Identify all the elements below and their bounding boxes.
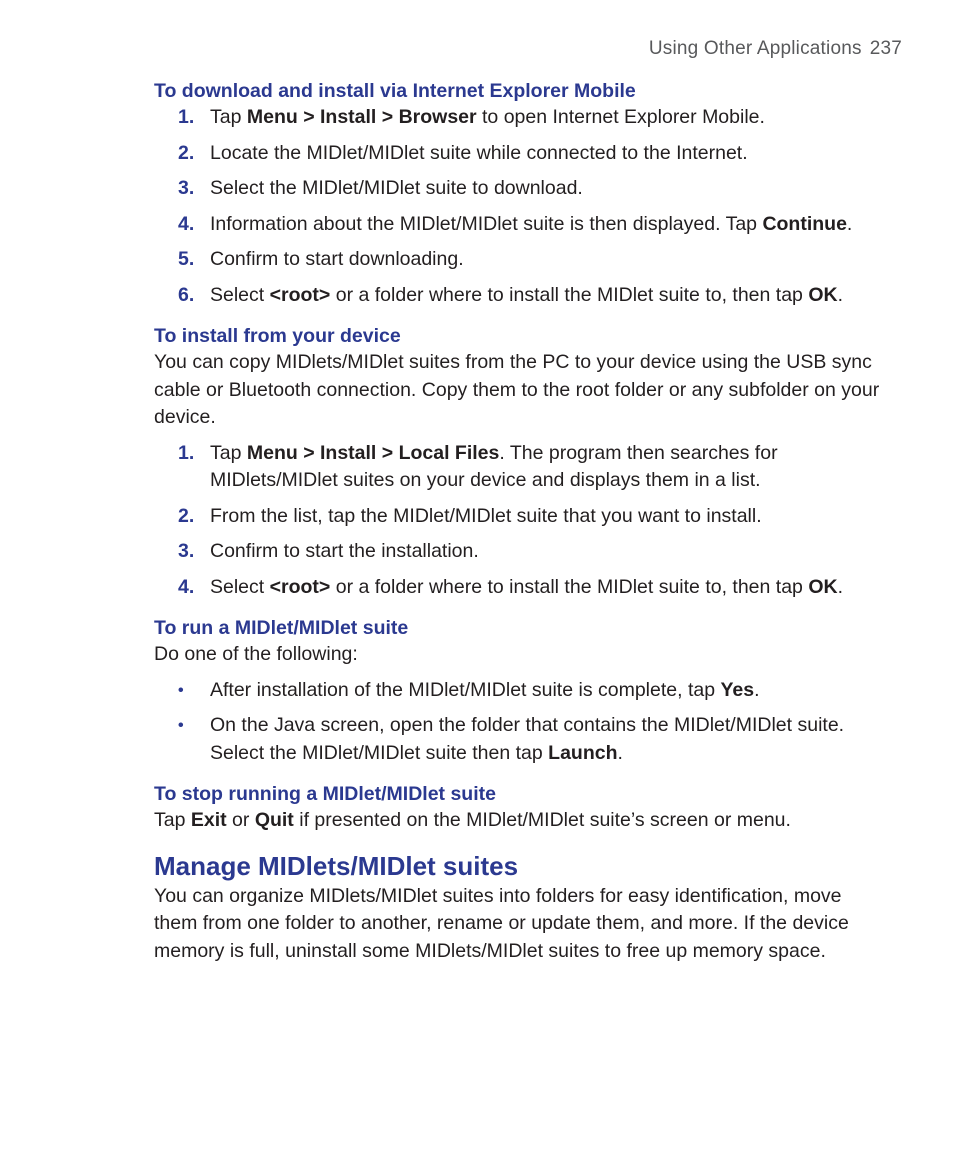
step-bold-text: Menu > Install > Browser (246, 106, 477, 128)
step-bold-text: Continue (762, 212, 847, 235)
step-text: . (846, 212, 853, 235)
step-number: 6. (178, 283, 195, 306)
section-title-manage: Manage MIDlets/MIDlet suites (154, 850, 519, 881)
steps-device-install (154, 440, 884, 602)
running-header (649, 38, 902, 60)
step-item (154, 574, 884, 602)
stop-text: or (226, 809, 255, 831)
step-number: 1. (178, 441, 195, 464)
step-bold-text: Menu > Install > Local Files (246, 441, 500, 464)
step-number: 3. (178, 177, 195, 199)
step-item (154, 211, 884, 239)
step-text: . The program then searches for MIDlets/MIDlet suites on your device and displays them in a list. (210, 441, 778, 491)
step-bold-text: OK (808, 575, 838, 598)
step-text: Information about the MIDlet/MIDlet suite is then displayed. Tap (210, 212, 763, 235)
step-text: to open Internet Explorer Mobile. (476, 106, 765, 128)
step-text: From the list, tap the MIDlet/MIDlet suite that you want to install. (210, 504, 762, 527)
bullet-bold-text: Yes (720, 678, 755, 701)
stop-text: if presented on the MIDlet/MIDlet suite’s screen or menu. (293, 809, 791, 831)
step-bold-text: OK (808, 283, 838, 306)
step-text: Select (210, 283, 270, 306)
step-number: 1. (178, 106, 195, 128)
bullet-item (154, 712, 884, 767)
bullet-text: On the Java screen, open the folder that contains the MIDlet/MIDlet suite. Select the MIDlet/MIDlet suite then tap (210, 714, 845, 764)
run-bullets (154, 677, 884, 768)
bullet-bold-text: Launch (548, 741, 618, 764)
step-item (154, 104, 884, 132)
step-text: Tap (210, 441, 247, 464)
step-number: 4. (178, 212, 195, 235)
step-bold-text: <root> (269, 575, 331, 598)
step-item (154, 140, 884, 168)
step-text: Confirm to start the installation. (210, 540, 479, 562)
step-number: 4. (178, 575, 195, 598)
step-number: 2. (178, 504, 195, 527)
bullet-item (154, 677, 884, 705)
step-text: . (837, 575, 843, 598)
step-text: Locate the MIDlet/MIDlet suite while connected to the Internet. (210, 141, 748, 164)
step-text: . (837, 283, 843, 306)
step-item (154, 503, 884, 531)
step-item (154, 440, 884, 495)
step-item (154, 282, 884, 310)
bullet-text: . (617, 741, 623, 764)
heading-device-install: To install from your device (154, 325, 401, 347)
stop-instructions (154, 807, 884, 835)
stop-bold-text: Exit (190, 809, 227, 831)
step-text: Select (210, 575, 270, 598)
heading-ie-install: To download and install via Internet Explorer Mobile (154, 80, 636, 102)
heading-run: To run a MIDlet/MIDlet suite (154, 617, 409, 639)
step-item (154, 175, 884, 203)
step-item (154, 538, 884, 566)
step-bold-text: <root> (269, 283, 331, 306)
step-number: 5. (178, 248, 195, 270)
step-text: Tap (210, 106, 247, 128)
stop-bold-text: Quit (254, 809, 294, 831)
bullet-text: . (754, 678, 760, 701)
stop-text: Tap (154, 809, 191, 831)
step-item (154, 246, 884, 274)
steps-ie-install (154, 104, 884, 309)
heading-stop: To stop running a MIDlet/MIDlet suite (154, 783, 496, 805)
step-text: Confirm to start downloading. (210, 248, 464, 270)
bullet-marker: • (178, 717, 184, 734)
step-text: or a folder where to install the MIDlet suite to, then tap (330, 575, 809, 598)
step-number: 2. (178, 141, 195, 164)
header-section-title: Using Other Applications (648, 38, 862, 59)
step-text: Select the MIDlet/MIDlet suite to download. (210, 177, 583, 199)
step-number: 3. (178, 540, 195, 562)
manage-body: You can organize MIDlets/MIDlet suites into folders for easy identification, move them from one folder to another, rename or update them, and more. If the device memory is full, uninstall some MIDlets/MIDlet suites to free up memory space. (154, 884, 849, 962)
page-content (154, 78, 884, 965)
step-text: or a folder where to install the MIDlet suite to, then tap (330, 283, 809, 306)
bullet-marker: • (178, 681, 184, 699)
device-install-intro: You can copy MIDlets/MIDlet suites from the PC to your device using the USB sync cable or Bluetooth connection. Copy them to the root folder or any subfolder on your device. (154, 351, 880, 428)
bullet-text: After installation of the MIDlet/MIDlet suite is complete, tap (210, 678, 721, 701)
run-intro: Do one of the following: (154, 643, 358, 665)
page-number: 237 (869, 38, 902, 59)
